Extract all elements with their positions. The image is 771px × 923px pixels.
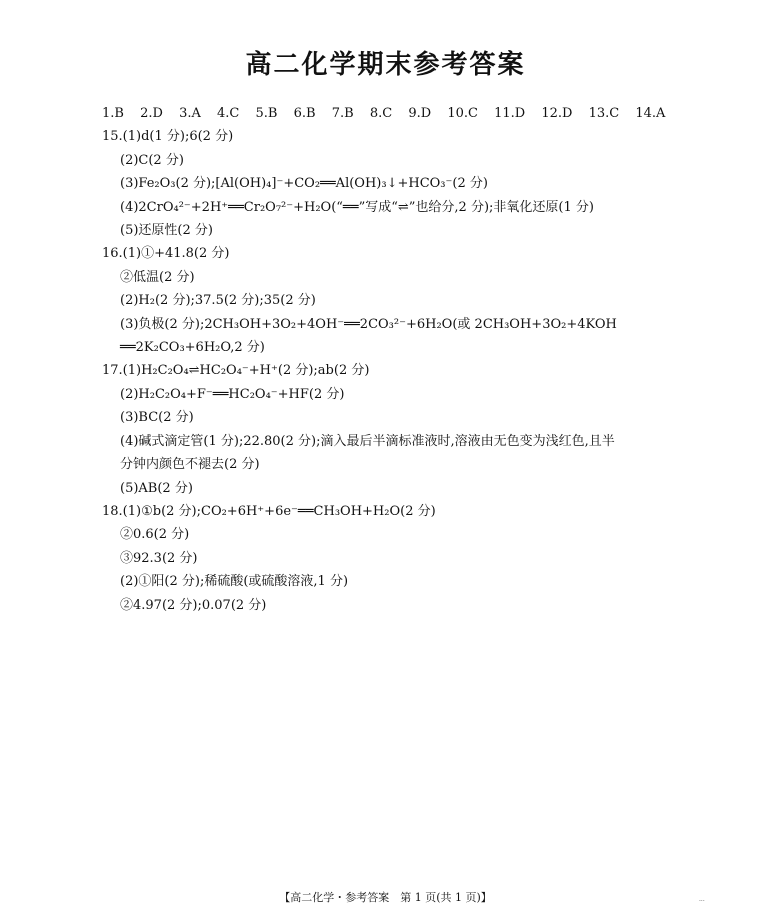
mcq-item: 8.C [369,106,393,121]
mcq-item: 10.C [447,106,478,121]
q15-line-3: (3)Fe₂O₃(2 分);[Al(OH)₄]⁻+CO₂══Al(OH)₃↓+HCO₃⁻(2 分) [120,176,488,192]
q18-line-2: ②0.6(2 分) [120,527,190,543]
mcq-item: 3.A [179,106,201,121]
mcq-item: 1.B [102,106,124,121]
q18-line-4: (2)①阳(2 分);稀硫酸(或硫酸溶液,1 分) [120,574,349,590]
q17-line-6: (5)AB(2 分) [120,480,193,496]
q16-line-1: 16.(1)①+41.8(2 分) [102,246,230,262]
q16-line-3: (2)H₂(2 分);37.5(2 分);35(2 分) [120,293,316,309]
corner-mark: ... [699,896,705,903]
mcq-item: 7.B [331,106,354,121]
q18-line-1: 18.(1)①b(2 分);CO₂+6H⁺+6e⁻══CH₃OH+H₂O(2 分) [102,503,436,519]
q17-line-4: (4)碱式滴定管(1 分);22.80(2 分);滴入最后半滴标准液时,溶液由无色变为浅红色,且半 [120,433,615,449]
q15-line-1: 15.(1)d(1 分);6(2 分) [102,129,234,145]
q18-line-5: ②4.97(2 分);0.07(2 分) [120,597,267,613]
q17-line-1: 17.(1)H₂C₂O₄⇌HC₂O₄⁻+H⁺(2 分);ab(2 分) [102,363,370,379]
q17-line-3: (3)BC(2 分) [120,410,194,426]
mcq-item: 12.D [541,106,573,121]
answer-content [102,102,722,617]
mcq-item: 2.D [140,106,163,121]
q16-line-4: (3)负极(2 分);2CH₃OH+3O₂+4OH⁻══2CO₃²⁻+6H₂O(或 2CH₃OH+3O₂+4KOH [120,316,617,332]
mcq-item: 13.C [588,106,620,121]
page-title: 高二化学期末参考答案 [245,50,526,80]
q15-line-5: (5)还原性(2 分) [120,223,213,239]
q17-line-2: (2)H₂C₂O₄+F⁻══HC₂O₄⁻+HF(2 分) [120,386,345,402]
q16-line-5: ══2K₂CO₃+6H₂O,2 分) [120,340,265,356]
mcq-item: 5.B [255,106,278,121]
mcq-item: 9.D [408,106,432,121]
mcq-answers [102,102,722,125]
mcq-item: 11.D [494,106,526,121]
mcq-item: 14.A [635,106,666,121]
q17-line-5: 分钟内颜色不褪去(2 分) [120,457,260,473]
mcq-item: 6.B [293,106,316,121]
q15-line-2: (2)C(2 分) [120,152,184,168]
mcq-item: 4.C [217,106,240,121]
page-footer: 【高二化学・参考答案 第 1 页(共 1 页)】 [279,891,492,904]
q15-line-4: (4)2CrO₄²⁻+2H⁺══Cr₂O₇²⁻+H₂O(“══”写成“⇌”也给分,2 分);非氧化还原(1 分) [120,199,594,215]
q16-line-2: ②低温(2 分) [120,269,195,285]
q18-line-3: ③92.3(2 分) [120,550,198,566]
